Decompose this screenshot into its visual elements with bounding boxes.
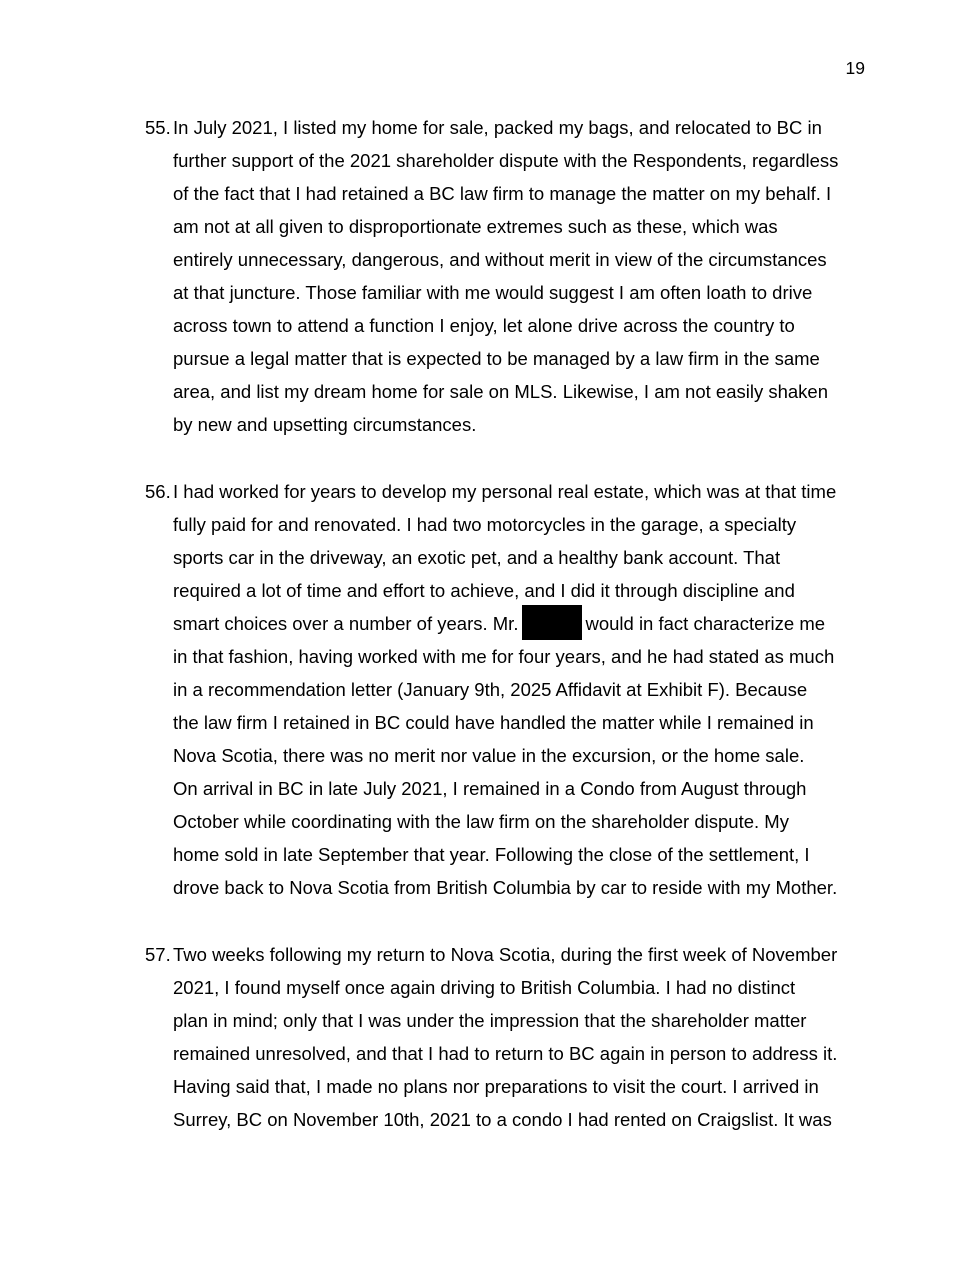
- text-line: October while coordinating with the law firm on the shareholder dispute. My: [173, 811, 789, 832]
- text-line: am not at all given to disproportionate extremes such as these, which was: [173, 216, 778, 237]
- text-line: sports car in the driveway, an exotic pet, and a healthy bank account. That: [173, 547, 781, 568]
- text-line: required a lot of time and effort to achieve, and I did it through discipline and: [173, 580, 795, 601]
- text-line: across town to attend a function I enjoy, let alone drive across the country to: [173, 315, 795, 336]
- text-line: at that juncture. Those familiar with me would suggest I am often loath to drive: [173, 282, 813, 303]
- text-line: Surrey, BC on November 10th, 2021 to a condo I had rented on Craigslist. It was: [173, 1109, 832, 1130]
- text-line: in that fashion, having worked with me for four years, and he had stated as much: [173, 646, 835, 667]
- text-line: Having said that, I made no plans nor preparations to visit the court. I arrived in: [173, 1076, 819, 1097]
- redacted-line-before: smart choices over a number of years. Mr.: [173, 613, 519, 634]
- text-line: On arrival in BC in late July 2021, I remained in a Condo from August through: [173, 778, 807, 799]
- text-line: Nova Scotia, there was no merit nor value in the excursion, or the home sale.: [173, 745, 805, 766]
- text-line: pursue a legal matter that is expected to be managed by a law firm in the same: [173, 348, 820, 369]
- text-line: home sold in late September that year. Following the close of the settlement, I: [173, 844, 810, 865]
- text-line: further support of the 2021 shareholder dispute with the Respondents, regardless: [173, 150, 839, 171]
- text-line: by new and upsetting circumstances.: [173, 414, 477, 435]
- text-line: drove back to Nova Scotia from British Columbia by car to reside with my Mother.: [173, 877, 838, 898]
- text-line: 2021, I found myself once again driving to British Columbia. I had no distinct: [173, 977, 796, 998]
- text-line: Two weeks following my return to Nova Scotia, during the first week of November: [173, 944, 838, 965]
- text-line: fully paid for and renovated. I had two motorcycles in the garage, a specialty: [173, 514, 797, 535]
- paragraph-number: 55.: [145, 117, 171, 138]
- paragraph-number: 56.: [145, 481, 171, 502]
- text-line: the law firm I retained in BC could have handled the matter while I remained in: [173, 712, 814, 733]
- text-line: remained unresolved, and that I had to return to BC again in person to address it.: [173, 1043, 838, 1064]
- text-line: area, and list my dream home for sale on MLS. Likewise, I am not easily shaken: [173, 381, 828, 402]
- page-number: 19: [845, 58, 865, 78]
- paragraph-body: [173, 475, 873, 904]
- text-line-redacted: [173, 607, 873, 640]
- paragraph-body: [173, 938, 873, 1136]
- redaction-block: [522, 605, 582, 640]
- text-line: plan in mind; only that I was under the impression that the shareholder matter: [173, 1010, 807, 1031]
- text-line: entirely unnecessary, dangerous, and without merit in view of the circumstances: [173, 249, 827, 270]
- text-line: I had worked for years to develop my personal real estate, which was at that time: [173, 481, 837, 502]
- text-line: of the fact that I had retained a BC law firm to manage the matter on my behalf. I: [173, 183, 832, 204]
- paragraph-number: 57.: [145, 944, 171, 965]
- text-line: In July 2021, I listed my home for sale, packed my bags, and relocated to BC in: [173, 117, 822, 138]
- redacted-line-after: would in fact characterize me: [585, 613, 826, 634]
- paragraph-body: [173, 111, 873, 441]
- text-line: in a recommendation letter (January 9th, 2025 Affidavit at Exhibit F). Because: [173, 679, 808, 700]
